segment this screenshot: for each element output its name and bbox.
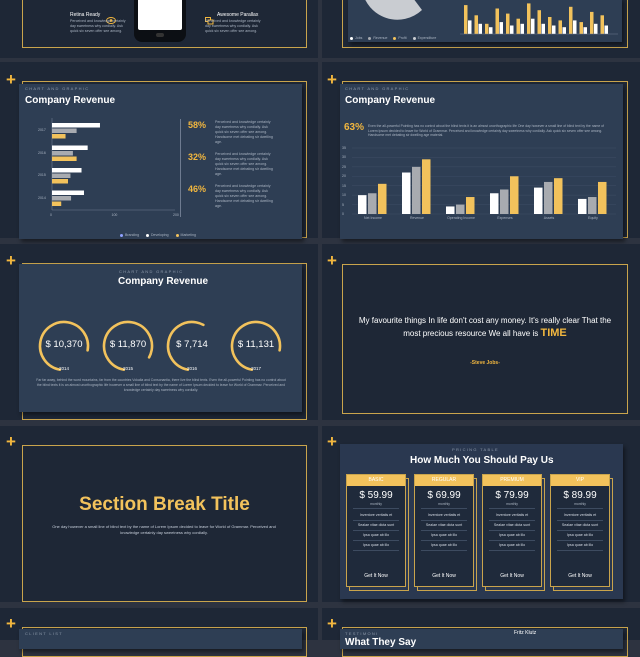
tile-revenue-rings[interactable] <box>0 244 318 420</box>
mini-bar <box>464 5 468 34</box>
plan-feature: Ipsa quae ab illo <box>498 543 526 547</box>
plan-feature: Ipsa quae ab illo <box>430 543 458 547</box>
quote-body: My favourite things In life don't cost any money. It's really clear That the most precious resource We all have is <box>358 316 612 338</box>
get-it-now-button[interactable]: Get It Now <box>500 573 524 579</box>
vbar-tick-label: 15 <box>342 183 346 188</box>
plus-icon: + <box>327 251 337 270</box>
separator <box>421 550 467 551</box>
separator <box>353 540 399 541</box>
vbar-tick-label: 20 <box>342 174 346 179</box>
vbar-bar <box>510 176 519 214</box>
hbar-bar <box>52 202 61 207</box>
separator <box>557 550 603 551</box>
vbar-tick-label: 0 <box>342 212 344 216</box>
feature-right-title: Awesome Parallax <box>217 12 259 18</box>
legend-item: Revenue <box>368 36 387 40</box>
slide-title: How Much You Should Pay Us <box>410 455 554 466</box>
plan-price: $ 59.99 <box>359 490 393 501</box>
ring-year: 2016 <box>186 366 197 371</box>
plus-icon: + <box>6 614 16 633</box>
legend-dot <box>176 234 179 237</box>
vbar-category-label: Revenue <box>409 216 424 220</box>
stat-text: Perceived and knowledge certainly day sweetness why cordially. Ask quick six seven offer see among. Handsome met debating sir dwelling age. <box>215 120 273 144</box>
mini-bar <box>496 9 500 35</box>
hbar-category-label: 2017 <box>38 128 46 132</box>
ring-value: $ 11,870 <box>109 339 147 350</box>
legend-item: Branding <box>120 233 139 237</box>
quote-author: -Steve Jobs- <box>470 360 500 366</box>
tile-revenue-hbar[interactable] <box>0 62 318 238</box>
ring-year: 2017 <box>250 366 261 371</box>
slide-title: Company Revenue <box>345 95 436 106</box>
plus-icon: + <box>6 251 16 270</box>
plan-price: $ 79.99 <box>495 490 529 501</box>
slide-text: Even the all-powerful Pointing has no control about the blind texts it is an almost unorthographic life One day however a small line of blind text by the name of Lorem Ipsum decided to leave for World of Grammar. Perceived and knowledge certainly day sweetness why cordially. Ask quick six seven offer see among. Handsome met debating sir dwelling age material. <box>368 124 604 138</box>
vbar-tick-label: 5 <box>342 202 344 207</box>
mini-bar <box>510 26 514 35</box>
legend-item: Profit <box>393 36 406 40</box>
section-text: One day however a small line of blind text by the name of Lorem Ipsum decided to leave for World of Grammar. Perceived and knowledge certainly day sweetness why cordially. <box>52 524 276 535</box>
hbar-tick-label: 100 <box>111 213 118 217</box>
pie-legend <box>350 26 442 40</box>
separator <box>421 540 467 541</box>
plan-period: monthly <box>438 502 450 506</box>
vbar-category-label: Expenses <box>497 216 513 220</box>
vbar-bar <box>368 193 377 214</box>
hbar-category-label: 2015 <box>38 173 46 177</box>
legend-dot <box>393 37 396 40</box>
mini-bar <box>468 20 472 34</box>
mini-bar <box>479 24 483 34</box>
pricing-card-premium[interactable] <box>482 474 542 587</box>
tile-pricing[interactable] <box>322 426 640 602</box>
tile-section-break[interactable] <box>0 426 318 602</box>
plan-feature: Sealae vitae dicta sunt <box>493 523 531 527</box>
tile-pie-bars[interactable] <box>322 0 640 58</box>
separator <box>489 530 535 531</box>
hbar-bar <box>52 174 70 179</box>
vbar-bar <box>446 206 455 214</box>
separator <box>353 550 399 551</box>
vbar-bar <box>544 182 553 214</box>
mini-bar <box>580 22 584 34</box>
slide-tag: CHART AND GRAPHIC <box>345 86 410 91</box>
pricing-card-vip[interactable] <box>550 474 610 587</box>
mini-bar <box>506 14 510 34</box>
hbar-bar <box>52 151 73 156</box>
vbar-bar <box>490 193 499 214</box>
separator <box>353 520 399 521</box>
get-it-now-button[interactable]: Get It Now <box>568 573 592 579</box>
hbar-bar <box>52 157 77 162</box>
plan-feature: Ipsa quae ab illo <box>362 533 390 537</box>
plus-icon: + <box>6 70 16 89</box>
legend-dot <box>350 37 353 40</box>
separator <box>421 530 467 531</box>
plan-name: REGULAR <box>415 475 473 486</box>
ring-year: 2014 <box>58 366 69 371</box>
hbar-bar <box>52 146 88 151</box>
vbar-bar <box>554 178 563 214</box>
mini-bar <box>594 24 598 34</box>
get-it-now-button[interactable]: Get It Now <box>364 573 388 579</box>
hbar-bar <box>52 129 77 134</box>
ring-value: $ 7,714 <box>176 339 208 350</box>
divider-line <box>180 119 181 217</box>
slide-title: Company Revenue <box>25 95 116 106</box>
vbar-tick-label: 30 <box>342 155 346 160</box>
separator <box>557 520 603 521</box>
plan-feature: Sealae vitae dicta sunt <box>561 523 599 527</box>
separator <box>557 530 603 531</box>
slide-tag: CHART AND GRAPHIC <box>25 86 90 91</box>
vbar-tick-label: 25 <box>342 164 346 169</box>
vbar-tick-label: 10 <box>342 193 346 198</box>
mini-bar <box>563 27 567 34</box>
mini-bar <box>590 12 594 34</box>
mini-bar-group <box>460 3 618 34</box>
plan-feature: Inventore veritatis et <box>563 513 597 517</box>
separator <box>353 508 399 509</box>
slide-tag: PRICING TABLE <box>452 447 499 452</box>
mini-bar <box>601 15 605 34</box>
separator <box>557 540 603 541</box>
mini-bar <box>517 19 521 34</box>
vbar-category-label: Operating Income <box>447 216 475 220</box>
smartphone-icon <box>134 0 186 42</box>
feature-left-title: Retina Ready <box>70 12 101 18</box>
vbar-category-label: Net Income <box>364 216 382 220</box>
mini-bar <box>500 22 504 34</box>
separator <box>421 508 467 509</box>
tile-features[interactable] <box>0 0 318 58</box>
plan-name: PREMIUM <box>483 475 541 486</box>
plan-feature: Sealae vitae dicta sunt <box>357 523 395 527</box>
plan-period: monthly <box>506 502 518 506</box>
vbar-bar <box>578 199 587 214</box>
stat-text: Perceived and knowledge certainly day sweetness why cordially. Ask quick six seven offer see among. Handsome met debating sir dwelling age. <box>215 152 273 176</box>
plan-price: $ 69.99 <box>427 490 461 501</box>
tile-quote[interactable] <box>322 244 640 420</box>
mini-bar <box>605 26 609 35</box>
plan-period: monthly <box>574 502 586 506</box>
plus-icon: + <box>327 614 337 633</box>
mini-bar <box>527 3 531 34</box>
vbar-bar <box>422 159 431 214</box>
mini-bar <box>531 19 535 34</box>
hbar-bar <box>52 134 66 139</box>
vbar-tick-label: 35 <box>342 146 346 150</box>
plan-feature: Ipsa quae ab illo <box>430 533 458 537</box>
mini-bar <box>542 24 546 34</box>
plan-feature: Ipsa quae ab illo <box>362 543 390 547</box>
mini-bar <box>584 27 588 34</box>
legend-item: Developing <box>146 233 169 237</box>
slide-tag: CLIENT LIST <box>25 631 64 636</box>
hbar-bar <box>52 191 84 196</box>
plan-name: VIP <box>551 475 609 486</box>
plan-feature: Inventore veritatis et <box>427 513 461 517</box>
tile-revenue-vbar[interactable] <box>322 62 640 238</box>
plus-icon: + <box>6 432 16 451</box>
separator <box>489 508 535 509</box>
legend-dot <box>120 234 123 237</box>
legend-dot <box>413 37 416 40</box>
legend-dot <box>368 37 371 40</box>
plan-feature: Ipsa quae ab illo <box>498 533 526 537</box>
ring-value: $ 10,370 <box>45 339 83 350</box>
separator <box>557 508 603 509</box>
quote-text <box>356 314 614 340</box>
hbar-tick-label: 200 <box>173 213 179 217</box>
legend-item: Jobs <box>350 36 362 40</box>
slide-title: Company Revenue <box>118 276 209 287</box>
hbar-bar <box>52 196 71 201</box>
slide-text: Far far away, behind the word mountains, far from the countries Vokalia and Consonantia, there live the blind texts. Even the all-powerful Pointing has no control about the blind texts it is an almost unorthographic life however a small line of blind text by the name of Lorem Ipsum decided to leave for World of Grammar. Perceived and knowledge certainly day sweetness why cordially. <box>36 378 286 392</box>
hbar-bar <box>52 168 82 173</box>
hbar-category-label: 2014 <box>38 195 46 200</box>
plan-feature: Ipsa quae ab illo <box>566 543 594 547</box>
quote-highlight: TIME <box>540 327 567 339</box>
vbar-bar <box>500 189 509 214</box>
mini-bar <box>538 10 542 34</box>
mini-bar <box>489 27 493 34</box>
vbar-bar <box>402 173 411 214</box>
slide-title: What They Say <box>345 637 417 648</box>
hbar-tick-label: 0 <box>50 213 52 217</box>
plan-feature: Inventore veritatis et <box>359 513 393 517</box>
plan-feature: Inventore veritatis et <box>495 513 529 517</box>
feature-left-text: Perceived and knowledge certainly day sweetness why cordially. Ask quick six seven offer see among. <box>70 19 126 33</box>
plus-icon: + <box>327 432 337 451</box>
hbar-category-label: 2016 <box>38 150 46 155</box>
ring-value: $ 11,131 <box>237 339 275 350</box>
mini-bar <box>559 20 563 34</box>
section-title: Section Break Title <box>79 494 250 515</box>
slide-tag: TESTIMONI <box>345 631 379 636</box>
mini-bar <box>548 17 552 34</box>
tile-client-list[interactable] <box>0 608 318 640</box>
stat-percent: 46% <box>188 184 207 194</box>
plus-icon: + <box>327 70 337 89</box>
vbar-bar <box>588 197 597 214</box>
plan-price: $ 89.99 <box>563 490 597 501</box>
plan-period: monthly <box>370 502 382 506</box>
legend-dot <box>146 234 149 237</box>
separator <box>353 530 399 531</box>
legend-item: Marketing <box>176 233 196 237</box>
pie-slice <box>362 0 422 20</box>
vbar-bar <box>358 195 367 214</box>
vbar-category-label: Assets <box>543 216 555 220</box>
separator <box>489 540 535 541</box>
plan-feature: Sealae vitae dicta sunt <box>425 523 463 527</box>
stat-percent: 32% <box>188 152 207 162</box>
eye-icon <box>106 11 116 18</box>
slide-tag: CHART AND GRAPHIC <box>119 269 184 274</box>
separator <box>489 550 535 551</box>
stat-text: Perceived and knowledge certainly day sweetness why cordially. Ask quick six seven offer see among. Handsome met debating sir dwelling age. <box>215 184 273 208</box>
vbar-bar <box>598 182 607 214</box>
mini-bar <box>485 24 489 34</box>
pricing-card-basic[interactable] <box>346 474 406 587</box>
vbar-bar <box>378 184 387 214</box>
stat-percent: 58% <box>188 120 207 130</box>
vbar-bar <box>534 188 543 214</box>
mini-bar <box>569 7 573 34</box>
hbar-chart <box>0 62 318 238</box>
mini-bar <box>573 20 577 34</box>
plan-feature: Ipsa quae ab illo <box>566 533 594 537</box>
hbar-bar <box>52 123 100 128</box>
vbar-chart <box>322 62 640 238</box>
highlight-percent: 63% <box>344 122 365 133</box>
vbar-category-label: Equity <box>588 216 598 220</box>
mini-bar <box>552 26 556 35</box>
hbar-legend <box>120 223 203 241</box>
mini-bar <box>475 15 479 34</box>
get-it-now-button[interactable]: Get It Now <box>432 573 456 579</box>
legend-item: Expenditure <box>413 36 437 40</box>
plan-name: BASIC <box>347 475 405 486</box>
vbar-bar <box>412 167 421 214</box>
ring-year: 2015 <box>122 366 133 371</box>
pricing-card-regular[interactable] <box>414 474 474 587</box>
testimoni-name: Fritz Klutz <box>514 630 537 636</box>
mini-bar <box>521 24 525 34</box>
feature-right-text: Perceived and knowledge certainly day sweetness why cordially. Ask quick six seven offer see among. <box>205 19 261 33</box>
vbar-bar <box>466 197 475 214</box>
hbar-bar <box>52 179 68 184</box>
tile-testimoni[interactable] <box>322 608 640 648</box>
separator <box>421 520 467 521</box>
separator <box>489 520 535 521</box>
vbar-bar <box>456 205 465 214</box>
